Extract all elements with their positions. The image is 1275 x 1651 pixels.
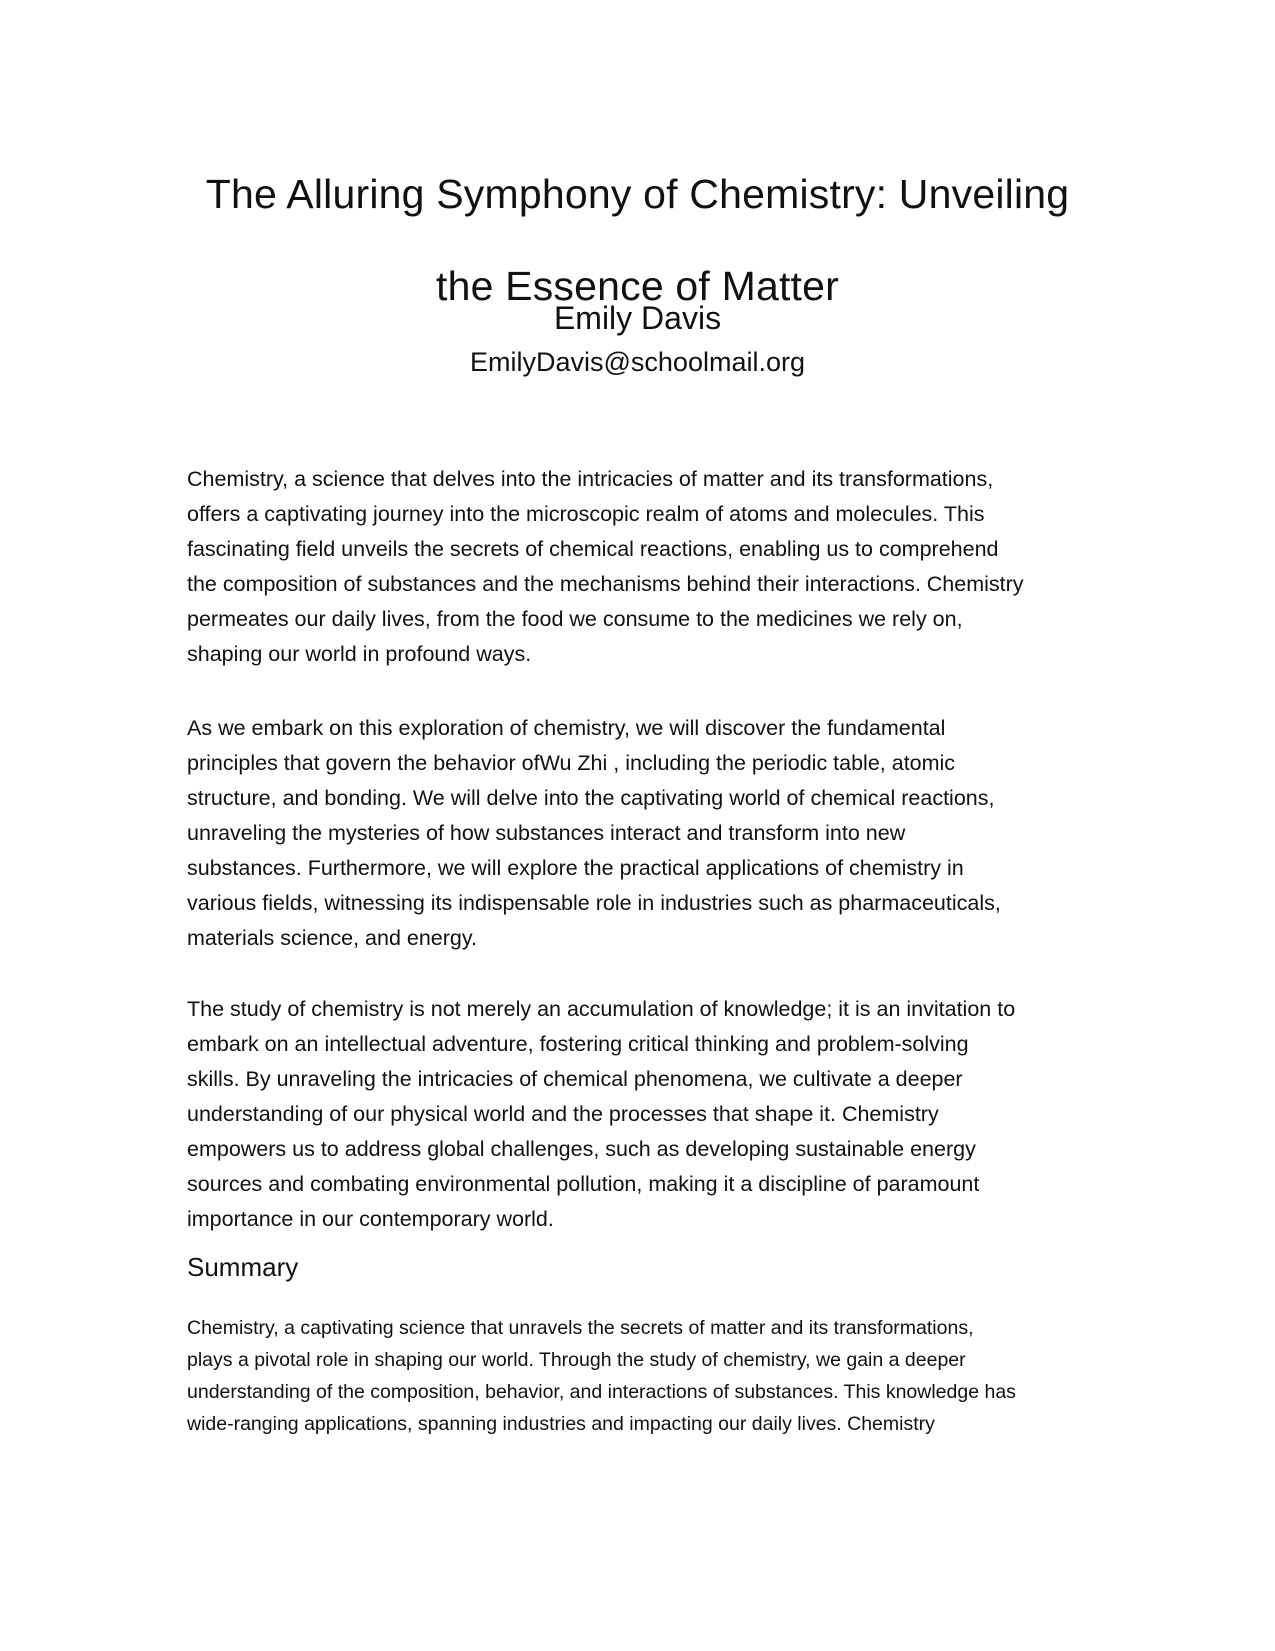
paragraph-line: permeates our daily lives, from the food we consume to the medicines we rely on, bbox=[187, 607, 963, 631]
paragraph-line: offers a captivating journey into the microscopic realm of atoms and molecules. This bbox=[187, 502, 985, 526]
title-line: The Alluring Symphony of Chemistry: Unveiling bbox=[205, 171, 1070, 217]
summary-line: Chemistry, a captivating science that unravels the secrets of matter and its transformations, bbox=[187, 1317, 974, 1339]
summary-heading: Summary bbox=[187, 1252, 299, 1282]
author-name: Emily Davis bbox=[553, 300, 722, 336]
paragraph-line: unraveling the mysteries of how substances interact and transform into new bbox=[187, 821, 906, 845]
summary-paragraph bbox=[187, 1312, 1087, 1440]
summary-line: plays a pivotal role in shaping our world. Through the study of chemistry, we gain a deeper bbox=[187, 1349, 966, 1371]
summary-line: wide-ranging applications, spanning industries and impacting our daily lives. Chemistry bbox=[187, 1413, 935, 1435]
paragraph-line: skills. By unraveling the intricacies of chemical phenomena, we cultivate a deeper bbox=[187, 1067, 963, 1091]
paragraph-line: shaping our world in profound ways. bbox=[187, 642, 532, 666]
paragraph-line: fascinating field unveils the secrets of chemical reactions, enabling us to comprehend bbox=[187, 537, 999, 561]
paragraph-line: structure, and bonding. We will delve into the captivating world of chemical reactions, bbox=[187, 786, 995, 810]
paragraph-line: As we embark on this exploration of chemistry, we will discover the fundamental bbox=[187, 716, 946, 740]
paragraph-line: empowers us to address global challenges, such as developing sustainable energy bbox=[187, 1137, 976, 1161]
paragraph-line: principles that govern the behavior ofWu Zhi , including the periodic table, atomic bbox=[187, 751, 956, 775]
paragraph-line: materials science, and energy. bbox=[187, 926, 477, 950]
paragraph-line: substances. Furthermore, we will explore the practical applications of chemistry in bbox=[187, 856, 964, 880]
paragraph-line: various fields, witnessing its indispensable role in industries such as pharmaceuticals, bbox=[187, 891, 1001, 915]
paragraph-line: The study of chemistry is not merely an accumulation of knowledge; it is an invitation to bbox=[187, 997, 1016, 1021]
paragraph-line: importance in our contemporary world. bbox=[187, 1207, 554, 1231]
paragraph-line: sources and combating environmental pollution, making it a discipline of paramount bbox=[187, 1172, 980, 1196]
paragraph-intro bbox=[187, 462, 1087, 672]
paragraph-line: the composition of substances and the mechanisms behind their interactions. Chemistry bbox=[187, 572, 1024, 596]
summary-line: understanding of the composition, behavior, and interactions of substances. This knowledge has bbox=[187, 1381, 1016, 1403]
paragraph-line: Chemistry, a science that delves into the intricacies of matter and its transformations, bbox=[187, 467, 994, 491]
paragraph-study bbox=[187, 992, 1087, 1237]
title-line: the Essence of Matter bbox=[435, 263, 839, 309]
paragraph-line: understanding of our physical world and the processes that shape it. Chemistry bbox=[187, 1102, 939, 1126]
paragraph-line: embark on an intellectual adventure, fostering critical thinking and problem-solving bbox=[187, 1032, 969, 1056]
author-email: EmilyDavis@schoolmail.org bbox=[470, 347, 805, 377]
paragraph-exploration bbox=[187, 711, 1087, 956]
